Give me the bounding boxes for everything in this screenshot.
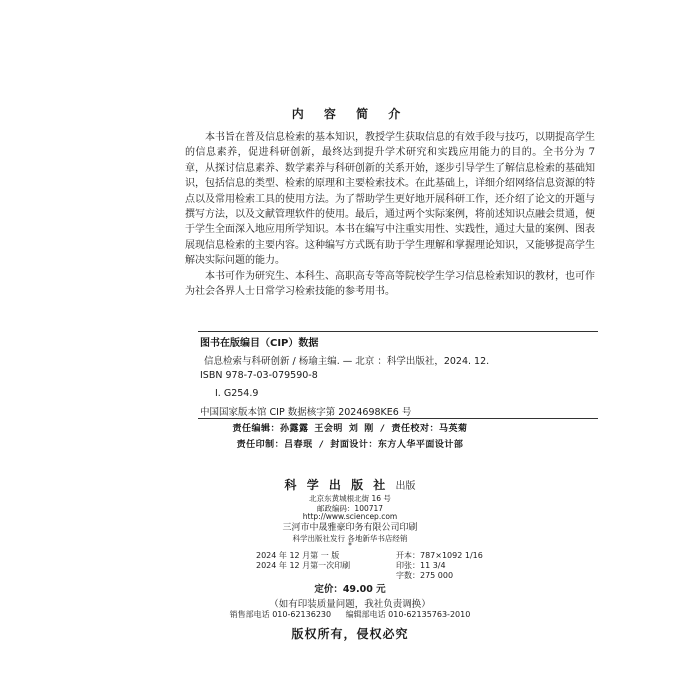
- editors-line: 责任编辑：孙露露 王会明 刘 刚 / 责任校对：马英菊: [232, 424, 468, 434]
- contact-phones: [0, 609, 700, 620]
- edition-date: 2024 年 12 月第 一 版: [256, 551, 340, 560]
- publisher-address: 北京东黄城根北街 16 号: [309, 494, 391, 503]
- publisher-logo-text: 科 学 出 版 社: [284, 478, 389, 492]
- distribution-line: 科学出版社发行 各地新华书店经销: [292, 534, 408, 543]
- divider-bottom: [198, 418, 598, 419]
- intro-title: 内 容 简 介: [291, 107, 409, 121]
- cip-heading: 图书在版编目（CIP）数据: [200, 338, 319, 349]
- cip-record-number: 中国国家版本馆 CIP 数据核字第 2024698KE6 号: [200, 407, 412, 418]
- format-size: 开本：787×1092 1/16: [396, 551, 483, 560]
- publisher-postcode: 邮政编码：100717: [316, 504, 384, 513]
- price: 定价：49.00 元: [314, 584, 386, 595]
- production-line: 责任印制：吕春珉 / 封面设计：东方人华平面设计部: [236, 440, 464, 450]
- copyright-notice: 版权所有，侵权必究: [291, 627, 409, 641]
- sales-phone: 销售部电话 010-62136230: [229, 610, 332, 619]
- cip-isbn: ISBN 978-7-03-079590-8: [200, 370, 318, 381]
- printer-line: 三河市中晟雅豪印务有限公司印刷: [282, 523, 418, 533]
- cip-classification: I. G254.9: [215, 388, 259, 399]
- publisher-name: [0, 476, 700, 493]
- publisher-website: http://www.sciencep.com: [302, 512, 398, 521]
- intro-paragraph: 本书旨在普及信息检索的基本知识，教授学生获取信息的有效手段与技巧，以期提高学生的信息素养，促进科研创新，最终达到提升学术研究和实践应用能力的目的。全书分为 7 章，从探讨信息素养、数学素养与科研创新的关系开始，逐步引导学生了解信息检索的基础知识，包括信息的类型、检索的原理和主要检索技术。在此基础上，详细介绍网络信息资源的特点以及常用检索工具的使用方法。为了帮助学生更好地开展科研工作，还介绍了论文的开题与撰写方法，以及文献管理软件的使用。最后，通过两个实际案例，将前述知识点融会贯通，便于学生全面深入地应用所学知识。本书在编写中注重实用性、实践性，通过大量的案例、图表展现信息检索的主要内容。这种编写方式既有助于学生理解和掌握理论知识，又能够提高学生解决实际问题的能力。: [185, 132, 595, 267]
- cip-title-line: 信息检索与科研创新 / 杨瑜主编. — 北京 ：科学出版社，2024. 12.: [204, 356, 490, 367]
- editorial-phone: 编辑部电话 010-62135763-2010: [345, 610, 471, 619]
- separator-star: *: [348, 541, 352, 550]
- quality-note: （如有印装质量问题，我社负责调换）: [269, 599, 431, 610]
- divider-top: [198, 331, 598, 332]
- publisher-suffix: 出版: [395, 481, 416, 492]
- word-count: 字数：275 000: [396, 571, 454, 580]
- print-sheets: 印张：11 3/4: [396, 561, 446, 570]
- printing-date: 2024 年 12 月第一次印刷: [256, 561, 351, 570]
- intro-paragraph: 本书可作为研究生、本科生、高职高专等高等院校学生学习信息检索知识的教材，也可作为社会各界人士日常学习检索技能的参考用书。: [185, 270, 595, 298]
- intro-body: [185, 130, 595, 299]
